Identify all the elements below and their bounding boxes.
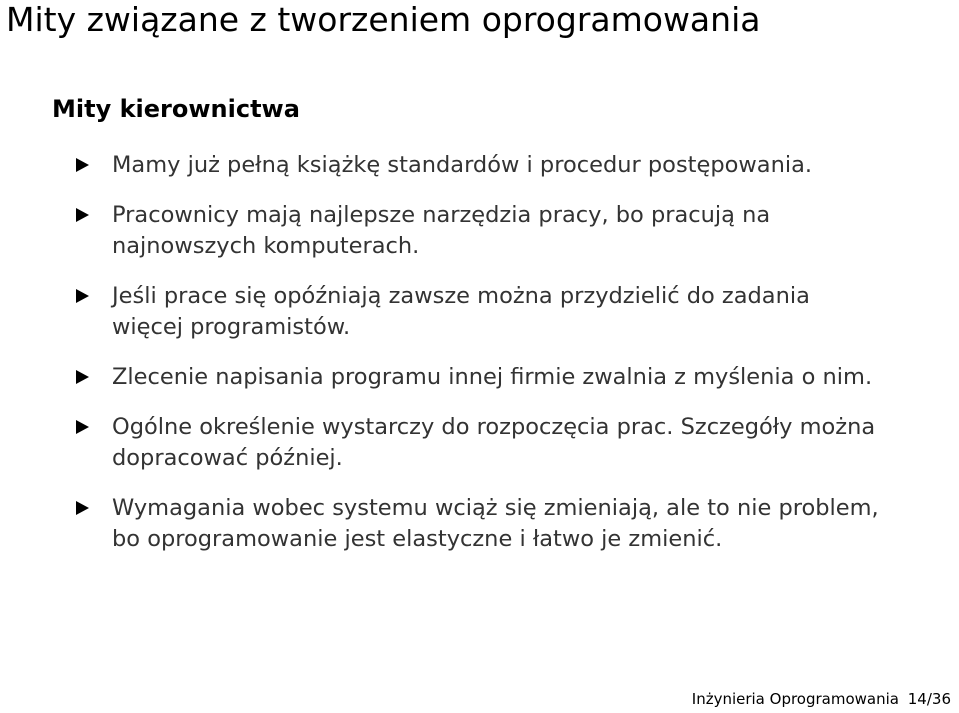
bullet-text: Zlecenie napisania programu innej firmie zwalnia z myślenia o nim. xyxy=(112,364,873,390)
triangle-right-icon xyxy=(76,501,89,515)
bullet-item xyxy=(72,362,887,393)
triangle-right-icon xyxy=(76,289,89,303)
bullet-text: Pracownicy mają najlepsze narzędzia pracy, bo pracują na najnowszych komputerach. xyxy=(112,202,771,259)
triangle-right-icon xyxy=(76,370,89,384)
triangle-right-icon xyxy=(76,420,89,434)
bullet-item xyxy=(72,412,887,474)
bullet-text: Ogólne określenie wystarczy do rozpoczęcia prac. Szczegóły można dopracować później. xyxy=(112,414,876,471)
slide-title: Mity związane z tworzeniem oprogramowania xyxy=(6,0,761,39)
footer-course-title: Inżynieria Oprogramowania xyxy=(691,690,899,708)
bullet-text: Mamy już pełną książkę standardów i procedur postępowania. xyxy=(112,152,813,178)
section-heading: Mity kierownictwa xyxy=(52,95,300,123)
bullet-list xyxy=(72,150,887,574)
triangle-right-icon xyxy=(76,208,89,222)
bullet-item xyxy=(72,200,887,262)
bullet-item xyxy=(72,281,887,343)
bullet-text: Jeśli prace się opóźniają zawsze można przydzielić do zadania więcej programistów. xyxy=(112,283,810,340)
bullet-item xyxy=(72,150,887,181)
bullet-text: Wymagania wobec systemu wciąż się zmieniają, ale to nie problem, bo oprogramowanie jest elastyczne i łatwo je zmienić. xyxy=(112,495,879,552)
triangle-right-icon xyxy=(76,158,89,172)
bullet-item xyxy=(72,493,887,555)
page-number: 14/36 xyxy=(907,690,951,708)
slide-footer xyxy=(692,689,951,709)
